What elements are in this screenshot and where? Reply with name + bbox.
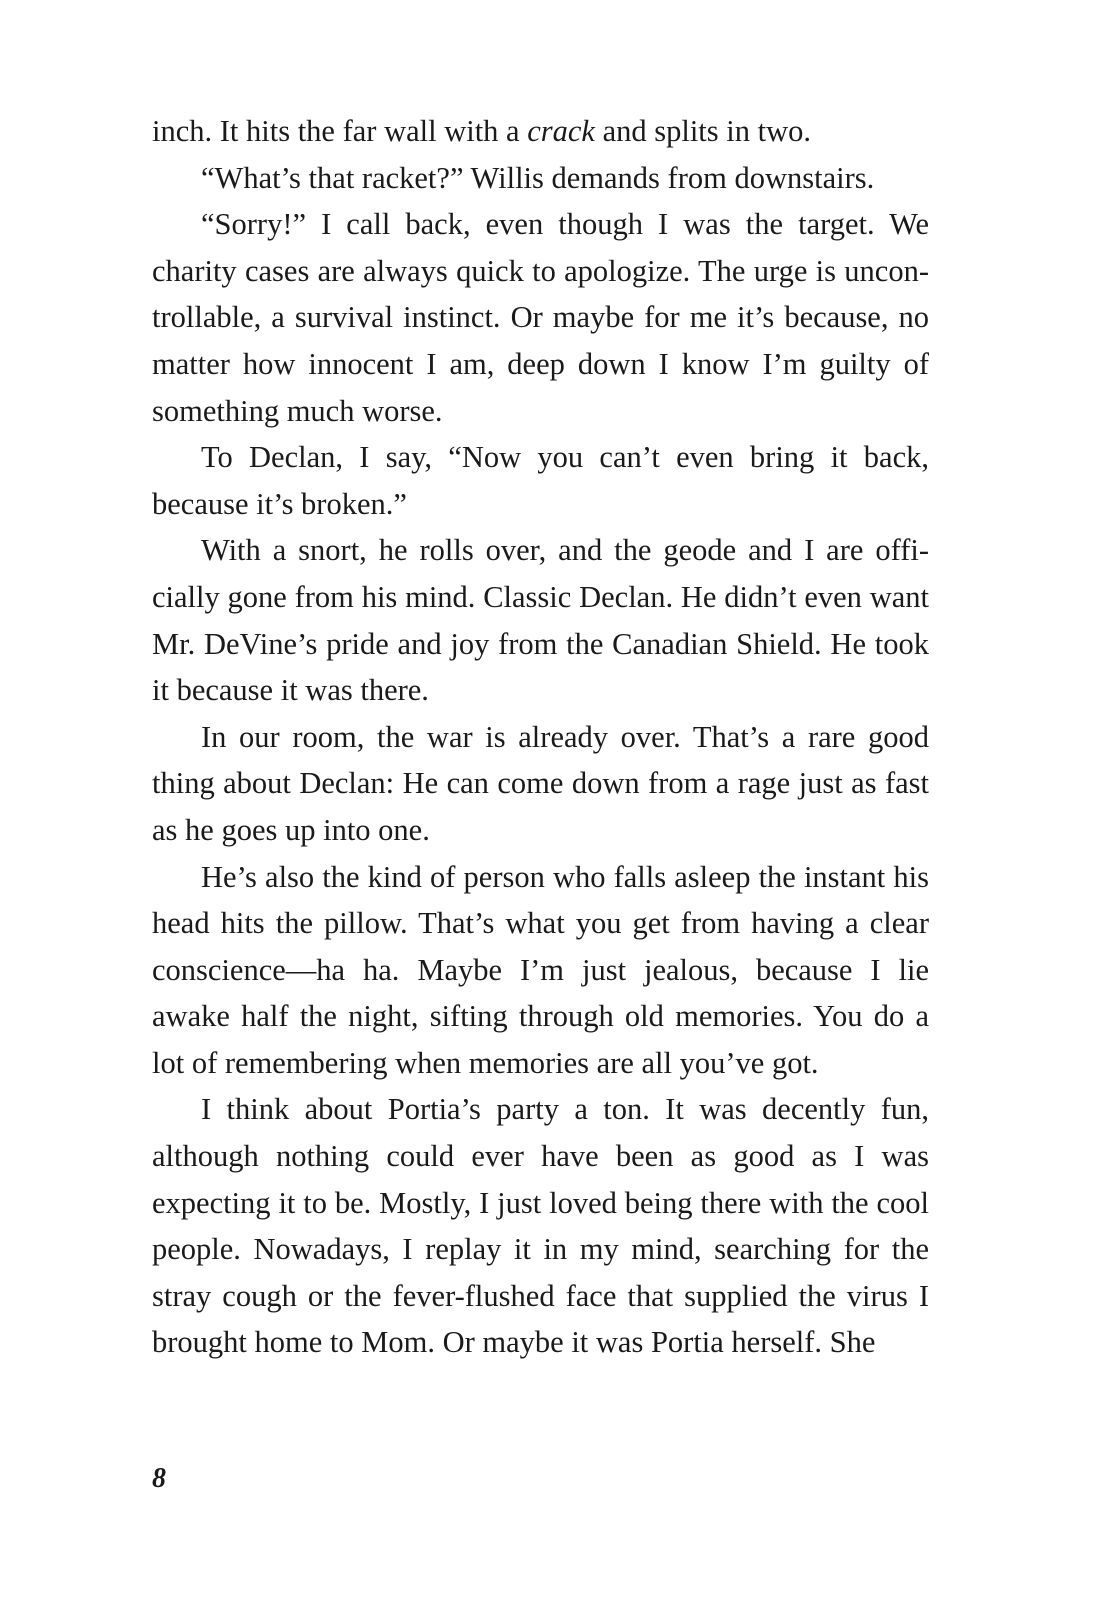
- paragraph-8: I think about Portia’s party a ton. It was decently fun, although nothing could ever have been as good as I was expecting it to be. Mostly, I just loved being there with the cool people. Nowadays, I replay it in my mind, searching for the stray cough or the fever-flushed face that supplied the virus I brought home to Mom. Or maybe it was Portia herself. She: [152, 1092, 929, 1360]
- body-text: [152, 108, 929, 1366]
- paragraph-6: In our room, the war is already over. That’s a rare good thing about Declan: He can come down from a rage just as fast as he goes up into one.: [152, 719, 929, 847]
- emphasis-crack: crack: [527, 114, 595, 148]
- paragraph-7: He’s also the kind of person who falls asleep the instant his head hits the pillow. That’s what you get from having a clear conscience—ha ha. Maybe I’m just jealous, because I lie awake half the night, sifting through old memories. You do a lot of remembering when memories are all you’ve got.: [152, 859, 929, 1080]
- paragraph-5: With a snort, he rolls over, and the geode and I are officially gone from his mind. Classic Declan. He didn’t even want Mr. DeVine’s pride and joy from the Canadian Shield. He took it because it was there.: [152, 533, 929, 708]
- page-number: 8: [152, 1463, 166, 1494]
- paragraph-3: “Sorry!” I call back, even though I was the target. We charity cases are always quick to apologize. The urge is uncontrollable, a survival instinct. Or maybe for me it’s because, no matter how innocent I am, deep down I know I’m guilty of something much worse.: [152, 207, 929, 428]
- paragraph-1: inch. It hits the far wall with a crack and splits in two.: [152, 114, 811, 148]
- paragraph-2: “What’s that racket?” Willis demands from downstairs.: [201, 160, 875, 195]
- paragraph-4: To Declan, I say, “Now you can’t even bring it back, because it’s broken.”: [152, 440, 929, 521]
